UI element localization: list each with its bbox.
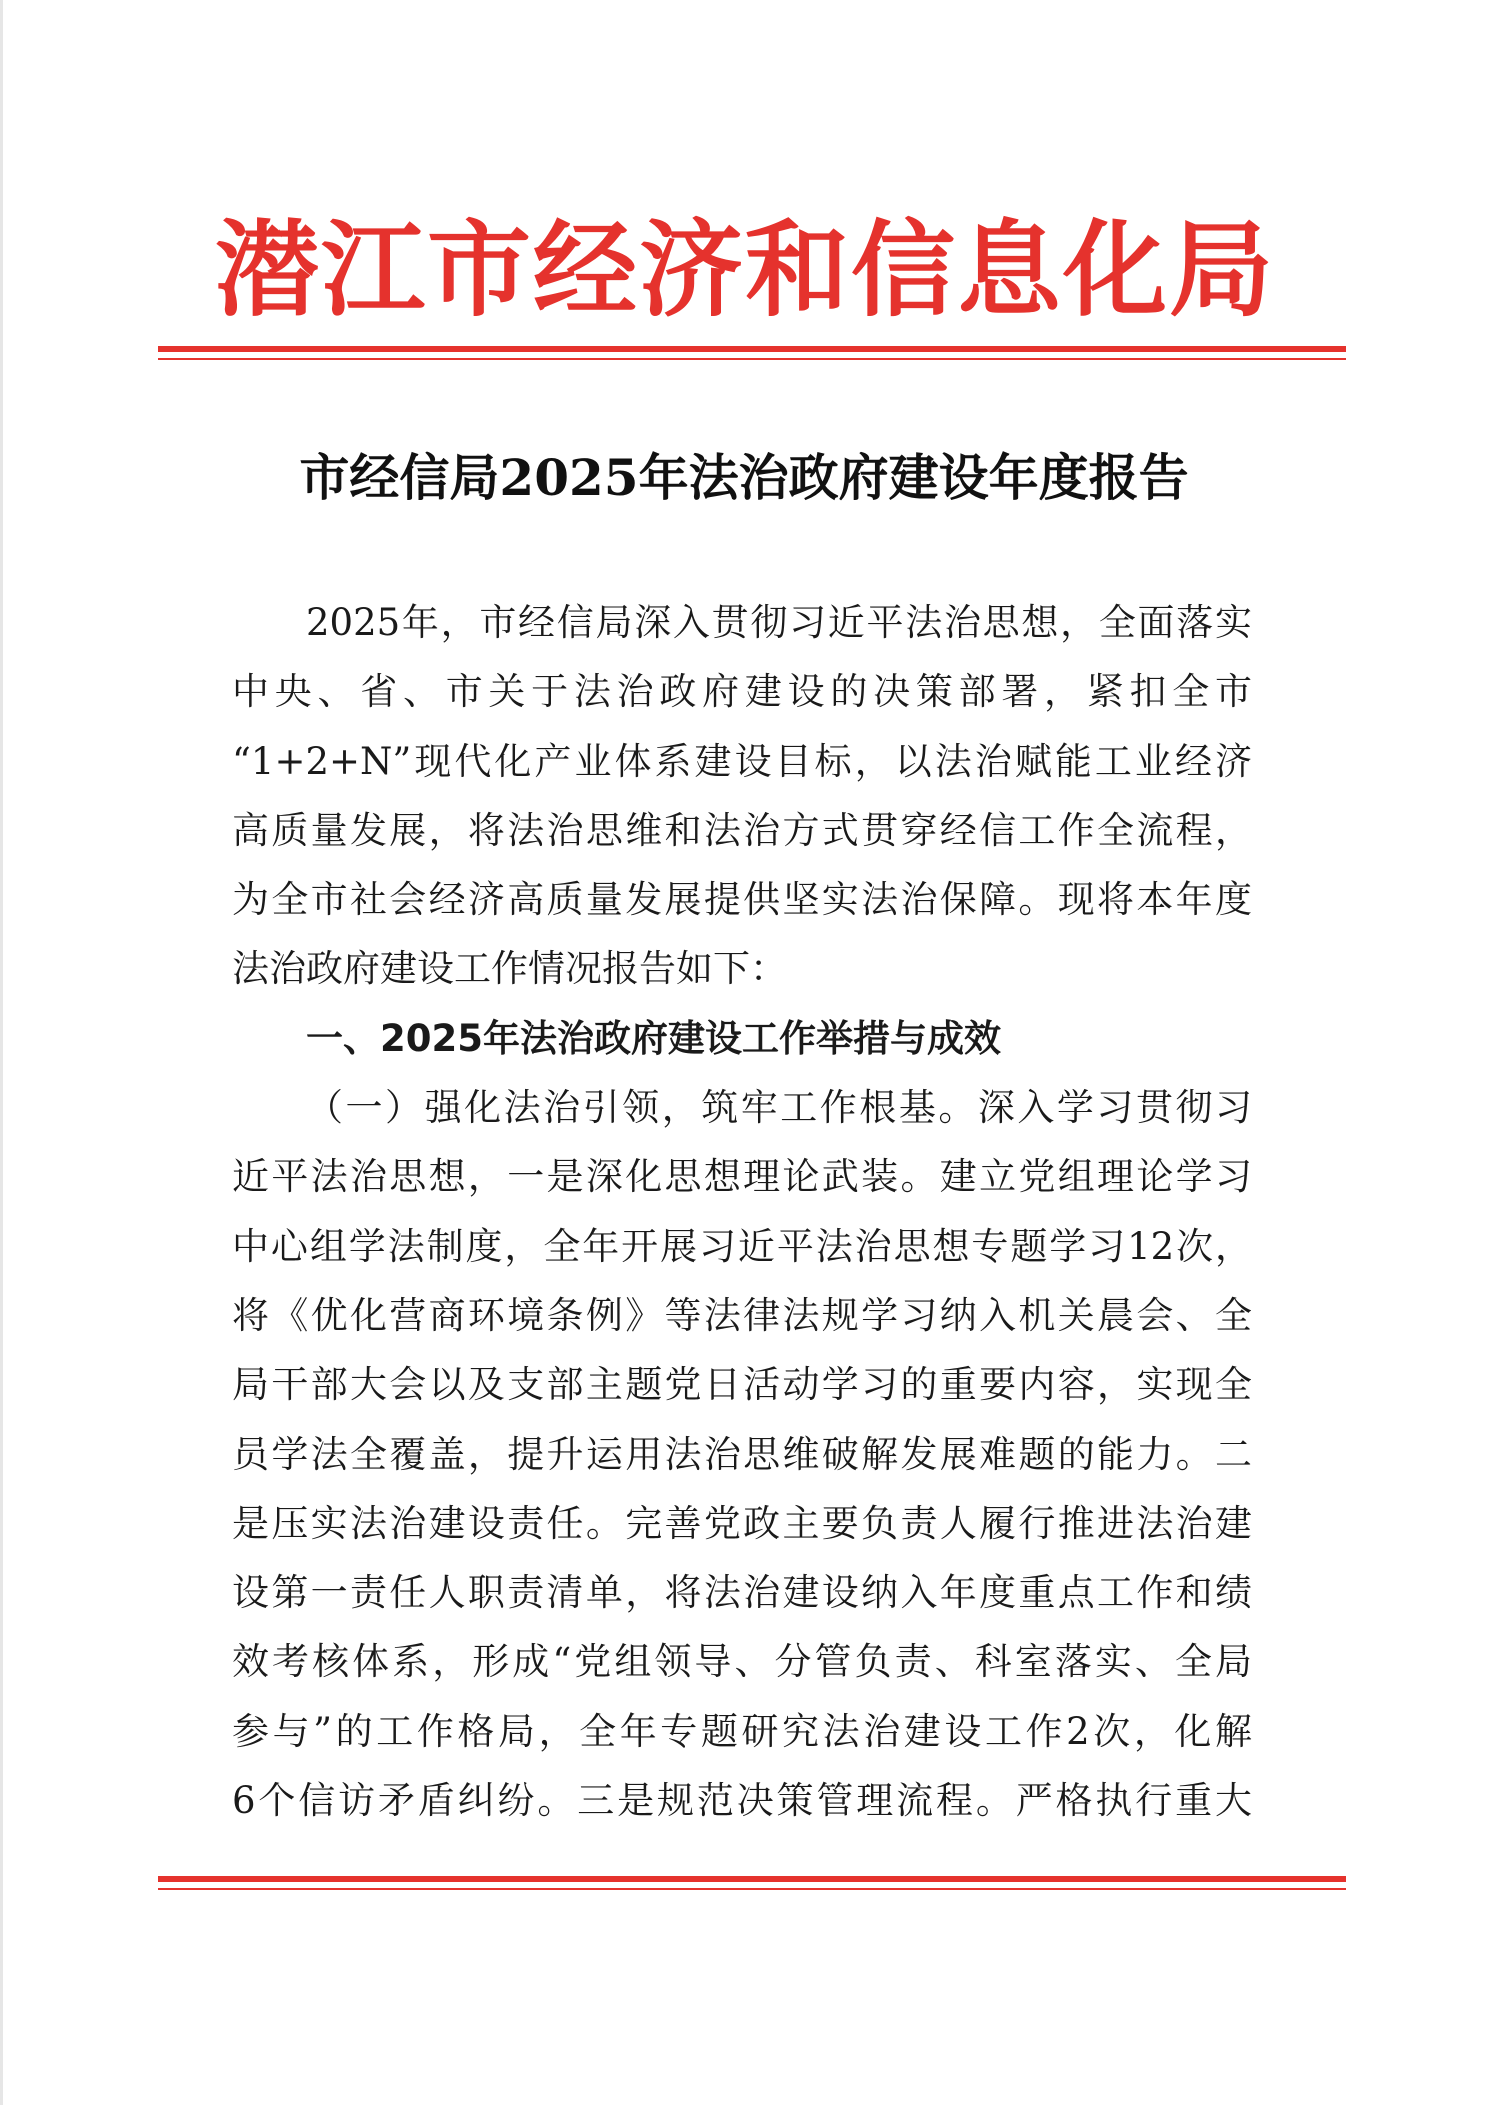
footer-rule-thick [158,1876,1346,1882]
paragraph-line: 是压实法治建设责任。完善党政主要负责人履行推进法治建 [232,1501,1252,1545]
masthead-rule-thin [158,358,1346,360]
paragraph-line: “1+2+N”现代化产业体系建设目标，以法治赋能工业经济 [232,739,1252,783]
scan-edge [0,0,3,2105]
paragraph-line: 法治政府建设工作情况报告如下： [232,947,787,991]
document-title: 市经信局2025年法治政府建设年度报告 [299,448,1189,507]
paragraph-line: 将《优化营商环境条例》等法律法规学习纳入机关晨会、全 [232,1293,1252,1337]
paragraph-line: 设第一责任人职责清单，将法治建设纳入年度重点工作和绩 [232,1571,1252,1615]
paragraph-line: 参与”的工作格局，全年专题研究法治建设工作2次，化解 [232,1709,1252,1753]
section-heading: 一、2025年法治政府建设工作举措与成效 [306,1016,1001,1060]
paragraph-line: （一）强化法治引领，筑牢工作根基。深入学习贯彻习 [306,1086,1252,1130]
paragraph-line: 为全市社会经济高质量发展提供坚实法治保障。现将本年度 [232,878,1252,922]
paragraph-line: 中心组学法制度，全年开展习近平法治思想专题学习12次， [232,1224,1252,1268]
paragraph-line: 近平法治思想，一是深化思想理论武装。建立党组理论学习 [232,1155,1252,1199]
footer-rule-thin [158,1888,1346,1890]
paragraph-line: 6个信访矛盾纠纷。三是规范决策管理流程。严格执行重大 [232,1779,1252,1823]
paragraph-line: 2025年，市经信局深入贯彻习近平法治思想，全面落实 [306,601,1252,644]
paragraph-line: 员学法全覆盖，提升运用法治思维破解发展难题的能力。二 [232,1432,1252,1476]
paragraph-line: 效考核体系，形成“党组领导、分管负责、科室落实、全局 [232,1640,1252,1684]
masthead-rule-thick [158,346,1346,352]
paragraph-line: 中央、省、市关于法治政府建设的决策部署，紧扣全市 [232,670,1252,714]
paragraph-line: 局干部大会以及支部主题党日活动学习的重要内容，实现全 [232,1363,1252,1407]
body-text [232,588,1252,1835]
paragraph-line: 高质量发展，将法治思维和法治方式贯穿经信工作全流程， [232,808,1252,852]
issuer-masthead: 潜江市经济和信息化局 [214,208,1275,331]
